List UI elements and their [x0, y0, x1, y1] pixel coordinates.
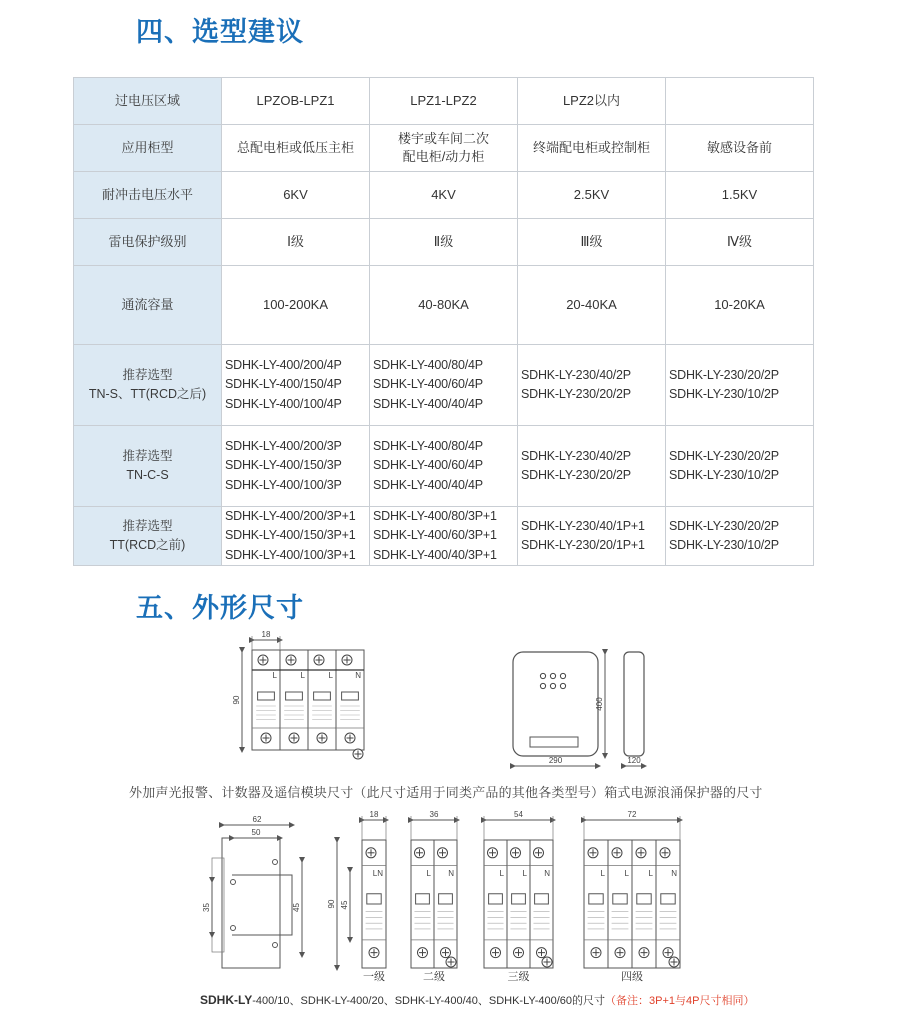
- row-label-line: 应用柜型: [121, 140, 174, 156]
- row-label-line: 雷电保护级别: [108, 234, 187, 250]
- terminal-label: L: [300, 671, 305, 680]
- status-window: [512, 894, 526, 904]
- footnote-text: -400/10、SDHK-LY-400/20、SDHK-LY-400/40、SDHK-LY-400/60的尺寸: [252, 995, 606, 1007]
- status-window: [342, 692, 359, 700]
- footnote-model: SDHK-LY: [200, 993, 253, 1007]
- terminal-label: L: [499, 868, 504, 878]
- row-label-line: TT(RCD之前): [109, 538, 186, 553]
- table-header-cell: LPZ2以内: [518, 78, 666, 125]
- model-line: SDHK-LY-400/200/3P: [225, 438, 342, 453]
- model-line: SDHK-LY-230/20/2P: [521, 387, 631, 401]
- indicator-dot: [560, 683, 565, 688]
- dimension-label: 18: [261, 630, 271, 639]
- row-label-line: 推荐选型: [122, 448, 173, 463]
- status-window: [416, 894, 430, 904]
- terminal-label: N: [544, 868, 550, 878]
- dimension-label: 62: [252, 815, 262, 824]
- cell-line: Ⅲ级: [580, 234, 603, 250]
- model-line: SDHK-LY-400/40/4P: [373, 396, 483, 411]
- level-label: 三级: [507, 971, 530, 983]
- cell-line: Ⅳ级: [727, 234, 752, 250]
- model-line: SDHK-LY-230/20/1P+1: [521, 538, 645, 553]
- cell-line: 2.5KV: [573, 187, 610, 203]
- status-window: [367, 894, 381, 904]
- terminal-label: L: [624, 868, 629, 878]
- dimension-label: 50: [251, 828, 261, 837]
- dimension-caption: 外加声光报警、计数器及遥信模块尺寸（此尺寸适用于同类产品的其他各类型号）箱式电源浪涌保护器的尺寸: [129, 785, 763, 800]
- outline-pin: [273, 860, 278, 865]
- dimension-label: 290: [548, 756, 563, 765]
- row-label-line: 耐冲击电压水平: [101, 187, 193, 203]
- row-label-line: 通流容量: [121, 297, 174, 313]
- row-label-line: TN-S、TT(RCD之后): [88, 387, 207, 401]
- model-line: SDHK-LY-230/20/2P: [669, 448, 779, 463]
- terminal-label: LN: [372, 868, 383, 878]
- model-line: SDHK-LY-400/100/3P: [225, 477, 342, 492]
- cell-line: 敏感设备前: [706, 140, 772, 156]
- outline-pin: [231, 880, 236, 885]
- model-line: SDHK-LY-230/20/2P: [669, 367, 779, 382]
- outline-pin: [273, 943, 278, 948]
- outline-clip: [232, 875, 292, 935]
- dimension-label: 45: [292, 903, 301, 912]
- cell-line: 6KV: [283, 187, 308, 203]
- footnote-note: （备注：3P+1与4P尺寸相同）: [605, 995, 755, 1007]
- model-line: SDHK-LY-230/40/2P: [521, 448, 631, 463]
- status-window: [589, 894, 603, 904]
- row-label-line: 推荐选型: [122, 518, 173, 533]
- status-window: [661, 894, 675, 904]
- cell-line: 20-40KA: [566, 297, 617, 313]
- box-side: [624, 652, 644, 756]
- box-type-spd-drawing: [513, 652, 644, 766]
- model-line: SDHK-LY-400/80/4P: [373, 357, 483, 372]
- outline-pin: [231, 926, 236, 931]
- dimension-label: 90: [232, 695, 241, 705]
- cell-line: 配电柜/动力柜: [402, 149, 485, 164]
- level-module-drawings: [327, 810, 680, 983]
- model-line: SDHK-LY-400/60/4P: [373, 458, 483, 473]
- model-line: SDHK-LY-230/40/2P: [521, 367, 631, 382]
- model-line: SDHK-LY-400/150/3P: [225, 458, 342, 473]
- table-header-cell: LPZ1-LPZ2: [370, 78, 518, 125]
- model-line: SDHK-LY-230/20/2P: [521, 468, 631, 482]
- terminal-label: L: [272, 671, 277, 680]
- cell-line: Ⅰ级: [287, 234, 304, 250]
- outline-body: [222, 838, 280, 968]
- indicator-dot: [540, 683, 545, 688]
- cell-line: 终端配电柜或控制柜: [532, 140, 650, 156]
- terminal-label: L: [426, 868, 431, 878]
- section-title-selection: 四、选型建议: [136, 17, 304, 48]
- terminal-label: L: [648, 868, 653, 878]
- dimension-label: 72: [627, 810, 637, 819]
- row-label-line: 推荐选型: [122, 367, 173, 382]
- model-line: SDHK-LY-400/40/3P+1: [373, 547, 497, 562]
- section-title-dimensions: 五、外形尺寸: [136, 593, 304, 624]
- table-header-cell: LPZOB-LPZ1: [222, 78, 370, 125]
- dimension-label: 120: [627, 756, 641, 765]
- status-window: [489, 894, 503, 904]
- model-line: SDHK-LY-230/40/1P+1: [521, 518, 645, 533]
- status-window: [314, 692, 331, 700]
- dimension-label: 45: [340, 900, 349, 910]
- model-line: SDHK-LY-400/100/3P+1: [225, 547, 356, 562]
- terminal-label: N: [671, 868, 677, 878]
- terminal-label: N: [448, 868, 454, 878]
- cell-line: 40-80KA: [418, 297, 469, 313]
- row-label-line: TN-C-S: [126, 468, 169, 482]
- model-line: SDHK-LY-400/200/4P: [225, 357, 342, 372]
- module-side-outline-drawing: [202, 815, 302, 968]
- model-line: SDHK-LY-230/10/2P: [669, 538, 779, 553]
- model-line: SDHK-LY-400/150/4P: [225, 377, 342, 392]
- four-pole-module-drawing: [232, 630, 364, 759]
- cell-line: Ⅱ级: [433, 234, 454, 250]
- terminal-label: N: [355, 671, 361, 680]
- terminal-label: L: [328, 671, 333, 680]
- model-line: SDHK-LY-400/150/3P+1: [225, 528, 356, 543]
- table-row-header: 过电压区域: [74, 78, 222, 125]
- level-label: 二级: [423, 971, 445, 983]
- model-line: SDHK-LY-400/60/3P+1: [373, 528, 497, 543]
- status-window: [535, 894, 549, 904]
- status-window: [637, 894, 651, 904]
- model-line: SDHK-LY-400/80/3P+1: [373, 509, 497, 523]
- status-window: [258, 692, 275, 700]
- model-line: SDHK-LY-400/100/4P: [225, 396, 342, 411]
- cell-line: 1.5KV: [721, 187, 758, 203]
- cell-line: 10-20KA: [714, 297, 765, 313]
- cell-line: 楼宇或车间二次: [397, 131, 489, 147]
- dimension-label: 54: [514, 810, 523, 819]
- terminal-label: L: [522, 868, 527, 878]
- model-line: SDHK-LY-400/200/3P+1: [225, 509, 356, 523]
- model-line: SDHK-LY-230/20/2P: [669, 518, 779, 533]
- status-window: [286, 692, 303, 700]
- status-window: [439, 894, 453, 904]
- cell-line: 100-200KA: [262, 297, 329, 313]
- indicator-dot: [550, 683, 555, 688]
- terminal-label: L: [600, 868, 605, 878]
- cell-line: 4KV: [431, 187, 456, 203]
- indicator-dot: [550, 673, 555, 678]
- dimension-label: 90: [327, 899, 336, 909]
- status-window: [613, 894, 627, 904]
- model-line: SDHK-LY-400/40/4P: [373, 477, 483, 492]
- indicator-dot: [560, 673, 565, 678]
- indicator-dot: [540, 673, 545, 678]
- dimension-label: 36: [429, 810, 439, 819]
- model-line: SDHK-LY-230/10/2P: [669, 468, 779, 482]
- model-line: SDHK-LY-400/60/4P: [373, 377, 483, 392]
- model-line: SDHK-LY-230/10/2P: [669, 387, 779, 401]
- dimension-label: 35: [202, 903, 211, 912]
- level-label: 一级: [363, 971, 385, 983]
- dimension-label: 400: [595, 697, 604, 711]
- cell-line: 总配电柜或低压主柜: [236, 140, 354, 156]
- box-label-plate: [530, 737, 578, 747]
- dimension-footnote: [200, 992, 754, 1008]
- dimension-label: 18: [369, 810, 379, 819]
- level-label: 四级: [621, 971, 643, 983]
- model-line: SDHK-LY-400/80/4P: [373, 438, 483, 453]
